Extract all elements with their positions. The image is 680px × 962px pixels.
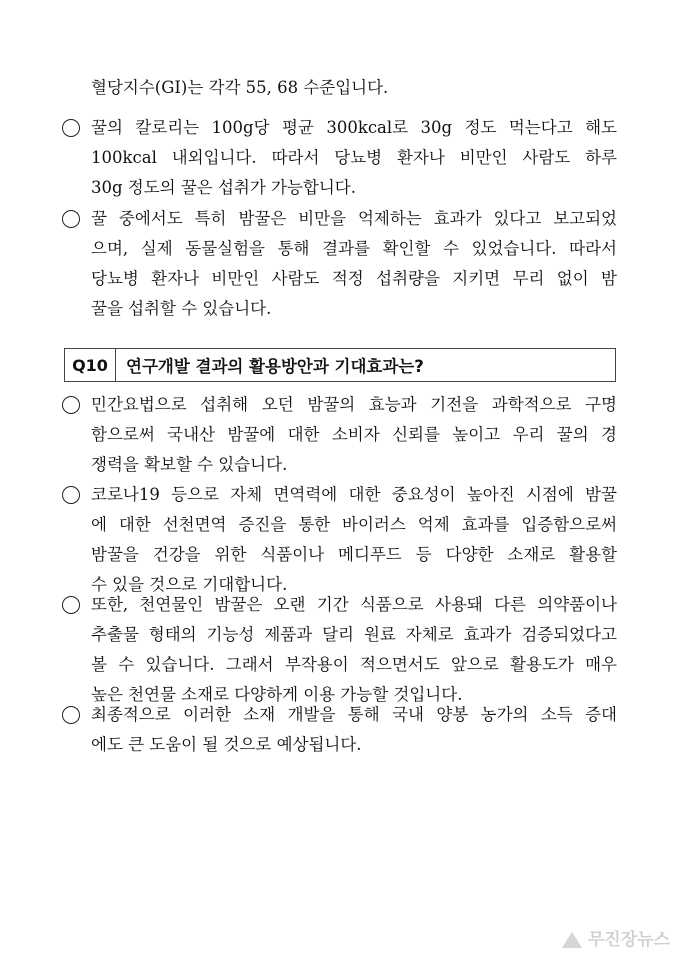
paragraph-line: 함으로써 국내산 밤꿀에 대한 소비자 신뢰를 높이고 우리 꿀의 경 [91,425,617,444]
paragraph-line: 볼 수 있습니다. 그래서 부작용이 적으면서도 앞으로 활용도가 매우 [91,655,617,674]
paragraph-line: 민간요법으로 섭취해 오던 밤꿀의 효능과 기전을 과학적으로 구명 [91,395,617,414]
circle-bullet-icon [62,706,80,724]
question-title: 연구개발 결과의 활용방안과 기대효과는? [126,357,424,376]
paragraph-line: 쟁력을 확보할 수 있습니다. [91,455,288,474]
paragraph-line: 30g 정도의 꿀은 섭취가 가능합니다. [91,178,356,197]
paragraph-line: 꿀을 섭취할 수 있습니다. [91,299,272,318]
circle-bullet-icon [62,486,80,504]
paragraph-line: 코로나19 등으로 자체 면역력에 대한 중요성이 높아진 시점에 밤꿀 [91,485,617,504]
paragraph-line: 최종적으로 이러한 소재 개발을 통해 국내 양봉 농가의 소득 증대 [91,705,617,724]
paragraph-line: 밤꿀을 건강을 위한 식품이나 메디푸드 등 다양한 소재로 활용할 [91,545,617,564]
question-number: Q10 [65,349,116,381]
paragraph-line: 100kcal 내외입니다. 따라서 당뇨병 환자나 비만인 사람도 하루 [91,148,617,167]
circle-bullet-icon [62,119,80,137]
paragraph-line: 꿀의 칼로리는 100g당 평균 300kcal로 30g 정도 먹는다고 해도 [91,118,617,137]
paragraph-line: 에 대한 선천면역 증진을 통한 바이러스 억제 효과를 입증함으로써 [91,515,617,534]
paragraph-line: 당뇨병 환자나 비만인 사람도 적정 섭취량을 지키면 무리 없이 밤 [91,269,617,288]
paragraph-line: 또한, 천연물인 밤꿀은 오랜 기간 식품으로 사용돼 다른 의약품이나 [91,595,617,614]
mountain-logo-icon [560,928,584,948]
circle-bullet-icon [62,396,80,414]
paragraph-line: 혈당지수(GI)는 각각 55, 68 수준입니다. [91,78,389,97]
circle-bullet-icon [62,210,80,228]
paragraph-line: 추출물 형태의 기능성 제품과 달리 원료 자체로 효과가 검증되었다고 [91,625,617,644]
paragraph-line: 높은 천연물 소재로 다양하게 이용 가능할 것입니다. [91,685,463,704]
circle-bullet-icon [62,596,80,614]
paragraph-line: 에도 큰 도움이 될 것으로 예상됩니다. [91,735,362,754]
paragraph-line: 꿀 중에서도 특히 밤꿀은 비만을 억제하는 효과가 있다고 보고되었 [91,209,617,228]
watermark-text: 무진장뉴스 [587,930,670,950]
paragraph-line: 으며, 실제 동물실험을 통해 결과를 확인할 수 있었습니다. 따라서 [91,239,617,258]
watermark [560,925,670,950]
question-header-box [64,348,616,382]
paragraph-line: 수 있을 것으로 기대합니다. [91,575,288,594]
